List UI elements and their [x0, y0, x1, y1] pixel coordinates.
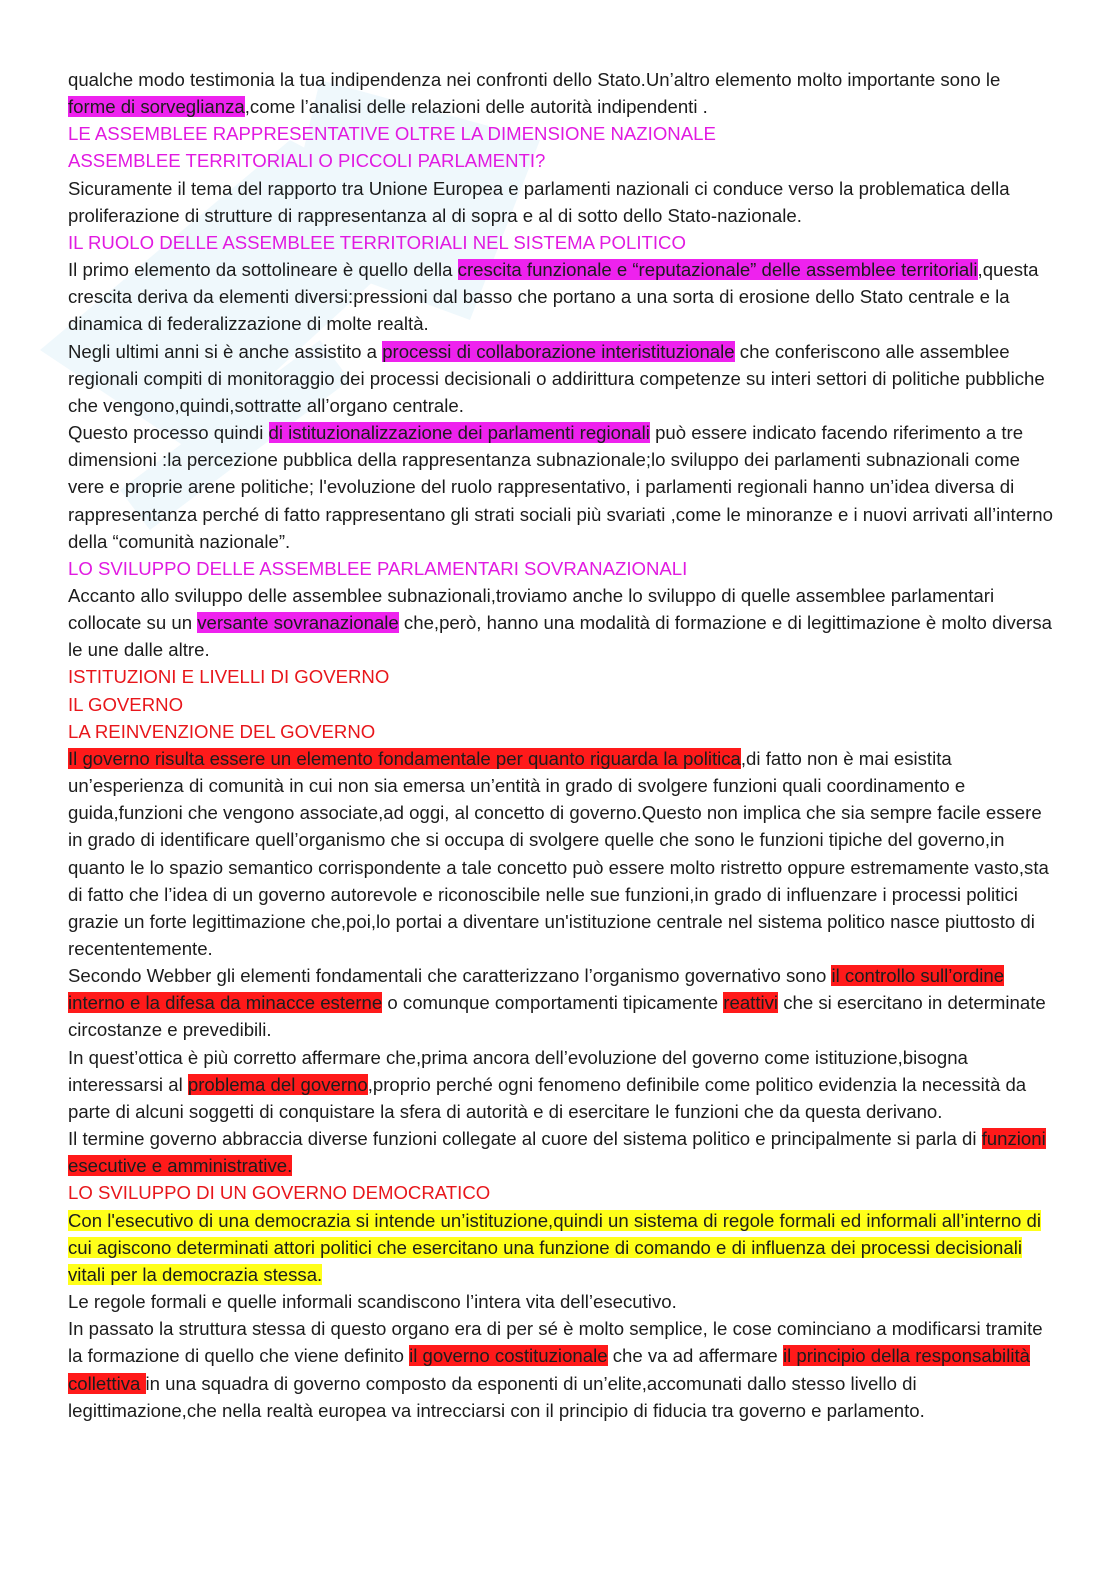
paragraph — [68, 1207, 1053, 1288]
highlighted-text: reattivi — [723, 992, 779, 1014]
text-segment: in una squadra di governo composto da esponenti di un’elite,accomunati dallo stesso livello di legittimazione,che nella realtà europea va intrecciarsi con il principio di fiducia tra governo e parlamento. — [68, 1372, 925, 1421]
paragraph — [68, 1125, 1053, 1179]
highlighted-text: di istituzionalizzazione dei parlamenti regionali — [268, 422, 650, 444]
text-segment: Il termine governo abbraccia diverse funzioni collegate al cuore del sistema politico e principalmente si parla di — [68, 1128, 982, 1150]
text-segment: può essere indicato facendo riferimento a tre dimensioni :la percezione pubblica della rappresentanza subnazionale;lo sviluppo dei parlamenti subnazionali come vere e proprie arene politiche; l'evoluzione del ruolo rappresentativo, i parlamenti regionali hanno un’idea diversa di rappresentanza perché di fatto rappresentano gli strati sociali più svariati ,come le minoranze e i nuovi arrivati all’interno della “comunità nazionale”. — [68, 422, 1053, 552]
text-segment: ,questa crescita deriva da elementi diversi:pressioni dal basso che portano a una sorta di erosione dello Stato centrale e la dinamica di federalizzazione di molte realtà. — [68, 259, 1039, 335]
section-heading: LO SVILUPPO DELLE ASSEMBLEE PARLAMENTARI SOVRANAZIONALI — [68, 557, 688, 579]
paragraph — [68, 66, 1053, 120]
highlighted-text: il principio della responsabilità collettiva — [68, 1345, 1030, 1394]
section-heading: IL RUOLO DELLE ASSEMBLEE TERRITORIALI NEL SISTEMA POLITICO — [68, 231, 686, 253]
highlighted-text: forme di sorveglianza — [68, 96, 245, 118]
highlighted-text: crescita funzionale e “reputazionale” delle assemblee territoriali — [457, 259, 978, 281]
paragraph — [68, 962, 1053, 1043]
text-segment: Il primo elemento da sottolineare è quello della — [68, 259, 458, 281]
text-segment: che conferiscono alle assemblee regionali compiti di monitoraggio dei processi decisionali o addirittura competenze su interi settori di politiche pubbliche che vengono,quindi,sottratte all’organo centrale. — [68, 340, 1045, 416]
section-heading: LE ASSEMBLEE RAPPRESENTATIVE OLTRE LA DIMENSIONE NAZIONALE — [68, 123, 716, 145]
paragraph — [68, 419, 1053, 555]
text-segment: Secondo Webber gli elementi fondamentali che caratterizzano l’organismo governativo sono — [68, 965, 832, 987]
text-segment: che va ad affermare — [607, 1345, 783, 1367]
highlighted-text: funzioni esecutive e amministrative. — [68, 1128, 1046, 1177]
highlighted-text: il controllo sull’ordine interno e la difesa da minacce esterne — [68, 965, 1005, 1014]
paragraph — [68, 1315, 1053, 1424]
text-segment: Sicuramente il tema del rapporto tra Unione Europea e parlamenti nazionali ci conduce verso la problematica della proliferazione di strutture di rappresentanza al di sopra e al di sotto dello Stato-nazionale. — [68, 177, 1010, 226]
paragraph — [68, 745, 1053, 962]
text-segment: In passato la struttura stessa di questo organo era di per sé è molto semplice, le cose cominciano a modificarsi tramite la formazione di quello che viene definito — [68, 1318, 1043, 1367]
highlighted-text: Con l'esecutivo di una democrazia si intende un’istituzione,quindi un sistema di regole formali ed informali all’interno di cui agiscono determinati attori politici che esercitano una funzione di comando e di influenza dei processi decisionali vitali per la democrazia stessa. — [68, 1209, 1042, 1285]
section-heading: ISTITUZIONI E LIVELLI DI GOVERNO — [68, 666, 390, 688]
highlighted-text: problema del governo — [187, 1073, 368, 1095]
highlighted-text: processi di collaborazione interistituzionale — [382, 340, 735, 362]
text-segment: ,proprio perché ogni fenomeno definibile come politico evidenzia la necessità da parte di alcuni soggetti di conquistare la sfera di autorità e di esercitare le funzioni che da questa derivano. — [68, 1073, 1027, 1122]
paragraph — [68, 1288, 1053, 1315]
text-segment: Le regole formali e quelle informali scandiscono l’intera vita dell’esecutivo. — [68, 1291, 677, 1313]
text-segment: Questo processo quindi — [68, 422, 269, 444]
text-segment: che si esercitano in determinate circostanze e prevedibili. — [68, 992, 1046, 1041]
text-segment: qualche modo testimonia la tua indipendenza nei confronti dello Stato.Un’altro elemento molto importante sono le — [68, 69, 1001, 90]
highlighted-text: Il governo risulta essere un elemento fondamentale per quanto riguarda la politica — [68, 747, 741, 769]
paragraph — [68, 175, 1053, 229]
highlighted-text: versante sovranazionale — [197, 612, 399, 634]
section-heading: IL GOVERNO — [68, 693, 184, 715]
text-segment: In quest’ottica è più corretto affermare che,prima ancora dell’evoluzione del governo come istituzione,bisogna interessarsi al — [68, 1046, 968, 1095]
text-segment: che,però, hanno una modalità di formazione e di legittimazione è molto diversa le une dalle altre. — [68, 612, 1052, 661]
text-segment: ,di fatto non è mai esistita un’esperienza di comunità in cui non sia emersa un’entità in grado di svolgere funzioni quali coordinamento e guida,funzioni che vengono associate,ad oggi, al concetto di governo.Questo non implica che sia sempre facile essere in grado di identificare quell’organismo che si occupa di svolgere quelle che sono le funzioni tipiche del governo,in quanto le lo spazio semantico corrispondente a tale concetto può essere molto ristretto oppure estremamente vasto,sta di fatto che l’idea di un governo autorevole e riconoscibile nelle sue funzioni,in grado di influenzare i processi politici grazie un forte legittimazione che,poi,lo portai a diventare un'istituzione centrale nel sistema politico nasce piuttosto di recententemente. — [68, 747, 1049, 959]
section-heading: LO SVILUPPO DI UN GOVERNO DEMOCRATICO — [68, 1182, 491, 1204]
text-segment: Accanto allo sviluppo delle assemblee subnazionali,troviamo anche lo sviluppo di quelle assemblee parlamentari collocate su un — [68, 584, 995, 634]
text-segment: o comunque comportamenti tipicamente — [382, 992, 724, 1014]
highlighted-text: il governo costituzionale — [409, 1345, 608, 1367]
paragraph — [68, 256, 1053, 337]
paragraph — [68, 1044, 1053, 1125]
document-text — [68, 66, 1053, 1424]
paragraph — [68, 338, 1053, 419]
text-segment: Negli ultimi anni si è anche assistito a — [68, 340, 383, 362]
text-segment: ,come l’analisi delle relazioni delle autorità indipendenti . — [244, 96, 708, 118]
section-heading: LA REINVENZIONE DEL GOVERNO — [68, 720, 376, 742]
section-heading: ASSEMBLEE TERRITORIALI O PICCOLI PARLAMENTI? — [68, 150, 546, 172]
paragraph — [68, 582, 1053, 663]
